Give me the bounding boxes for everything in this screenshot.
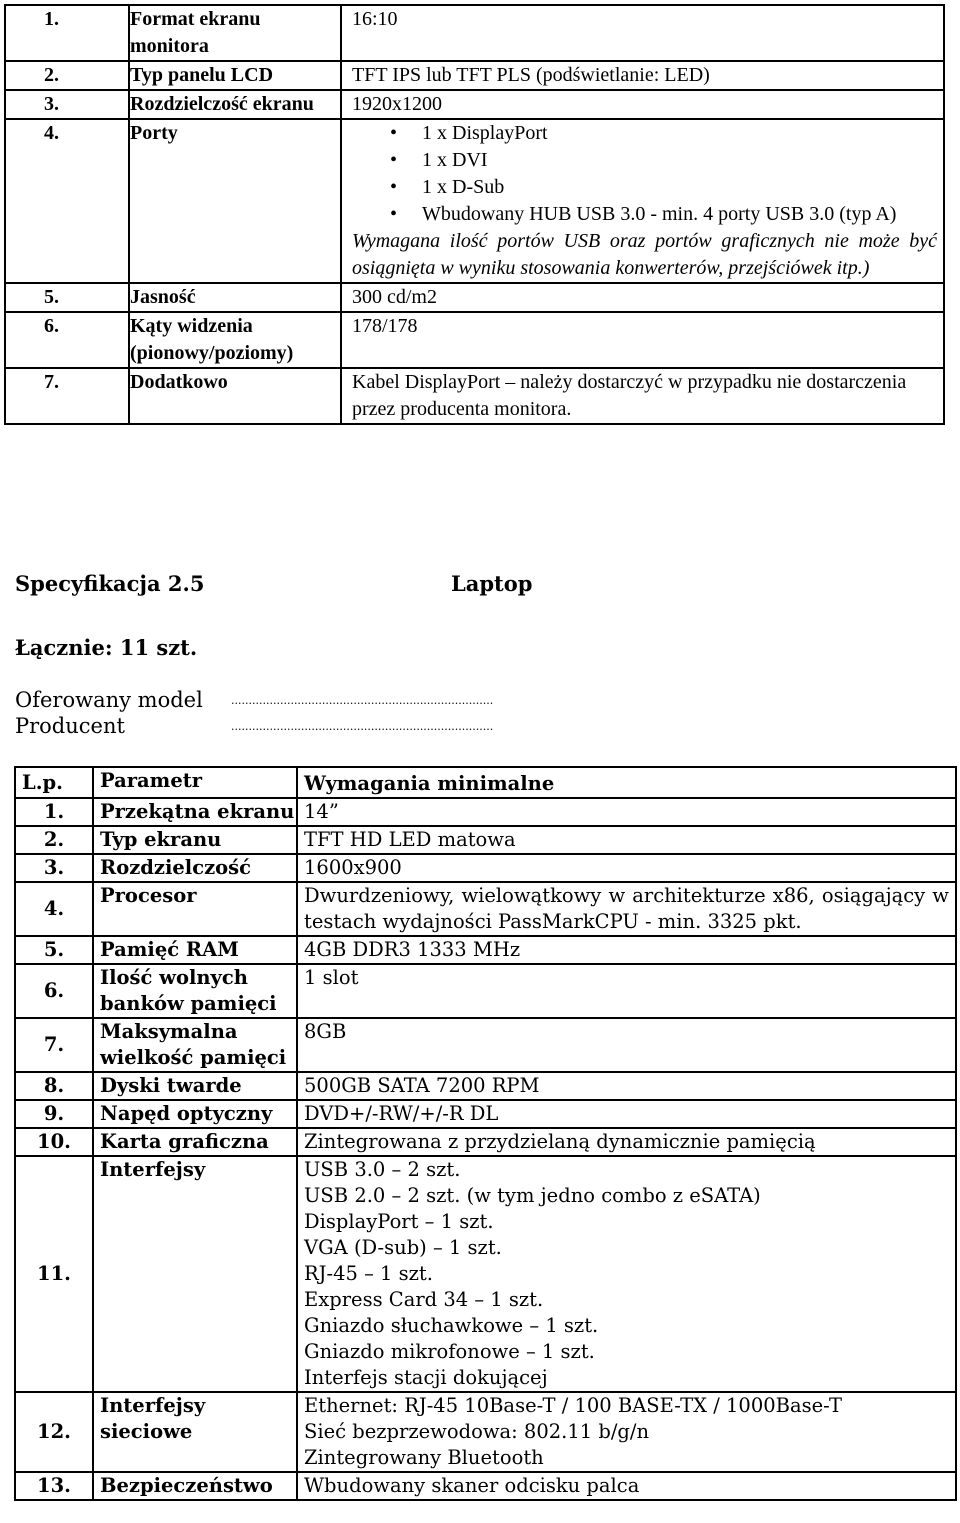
row-value xyxy=(297,826,956,854)
value-line: 1600x900 xyxy=(304,856,402,879)
value-line: 4GB DDR3 1333 MHz xyxy=(304,938,521,961)
spec-label: Specyfikacja 2.5 xyxy=(15,571,205,596)
row-value: 300 cd/m2 xyxy=(341,283,944,312)
row-parameter: Pamięć RAM xyxy=(93,936,297,964)
row-parameter: Karta graficzna xyxy=(93,1128,297,1156)
table-row xyxy=(5,368,944,424)
laptop-spec-table xyxy=(14,766,957,1501)
producer-value: ........................................................................... xyxy=(231,720,494,733)
row-value xyxy=(297,882,956,936)
row-number: 4. xyxy=(15,882,93,936)
table-header-row xyxy=(15,767,956,798)
value-line: 1 slot xyxy=(304,966,359,989)
row-number: 8. xyxy=(15,1072,93,1100)
row-parameter: Typ ekranu xyxy=(93,826,297,854)
value-line: Wbudowany skaner odcisku palca xyxy=(304,1474,640,1497)
list-item: • 1 x D-Sub xyxy=(422,174,937,201)
row-value xyxy=(341,119,944,283)
monitor-spec-table xyxy=(4,4,945,425)
header-num: L.p. xyxy=(15,767,93,798)
value-line: TFT HD LED matowa xyxy=(304,828,516,851)
value-line: Gniazdo słuchawkowe – 1 szt. xyxy=(304,1314,599,1337)
row-value: 1920x1200 xyxy=(341,90,944,119)
row-value xyxy=(297,1392,956,1472)
ports-note: Wymagana ilość portów USB oraz portów graficznych nie może być osiągnięta w wyniku stosowania konwerterów, przejściówek itp.) xyxy=(352,230,937,279)
row-parameter: Porty xyxy=(129,119,341,283)
table-row xyxy=(5,61,944,90)
value-line: Express Card 34 – 1 szt. xyxy=(304,1288,544,1311)
row-value: TFT IPS lub TFT PLS (podświetlanie: LED) xyxy=(341,61,944,90)
row-value xyxy=(297,854,956,882)
table-row xyxy=(15,882,956,936)
row-number: 13. xyxy=(15,1472,93,1500)
row-number: 1. xyxy=(15,798,93,826)
row-number: 5. xyxy=(15,936,93,964)
row-number: 12. xyxy=(15,1392,93,1472)
row-number: 10. xyxy=(15,1128,93,1156)
row-value: 16:10 xyxy=(341,5,944,61)
row-number: 5. xyxy=(5,283,129,312)
list-item: • 1 x DisplayPort xyxy=(422,120,937,147)
table-row xyxy=(5,5,944,61)
row-parameter: Napęd optyczny xyxy=(93,1100,297,1128)
value-line: VGA (D-sub) – 1 szt. xyxy=(304,1236,502,1259)
table-row xyxy=(15,1072,956,1100)
table-row xyxy=(5,283,944,312)
table-row xyxy=(5,90,944,119)
table-row xyxy=(5,119,944,283)
row-number: 1. xyxy=(5,5,129,61)
row-value xyxy=(297,1100,956,1128)
model-value: ........................................................................... xyxy=(231,694,494,707)
row-parameter: Kąty widzenia (pionowy/poziomy) xyxy=(129,312,341,368)
row-number: 3. xyxy=(15,854,93,882)
table-row xyxy=(15,964,956,1018)
value-line: Gniazdo mikrofonowe – 1 szt. xyxy=(304,1340,595,1363)
value-line: DisplayPort – 1 szt. xyxy=(304,1210,494,1233)
row-number: 4. xyxy=(5,119,129,283)
row-parameter: Typ panelu LCD xyxy=(129,61,341,90)
header-param: Parametr xyxy=(93,767,297,798)
row-number: 6. xyxy=(5,312,129,368)
table-row xyxy=(15,1128,956,1156)
row-value xyxy=(297,798,956,826)
value-line: RJ-45 – 1 szt. xyxy=(304,1262,433,1285)
row-parameter: Maksymalna wielkość pamięci xyxy=(93,1018,297,1072)
table-row xyxy=(15,936,956,964)
row-number: 7. xyxy=(15,1018,93,1072)
row-number: 2. xyxy=(5,61,129,90)
row-value xyxy=(297,1472,956,1500)
row-parameter: Interfejsy sieciowe xyxy=(93,1392,297,1472)
value-line: USB 3.0 – 2 szt. xyxy=(304,1158,461,1181)
value-line: Ethernet: RJ-45 10Base-T / 100 BASE-TX / 1000Base-T xyxy=(304,1394,843,1417)
row-number: 11. xyxy=(15,1156,93,1392)
ports-list xyxy=(352,120,937,228)
value-line: Zintegrowana z przydzielaną dynamicznie pamięcią xyxy=(304,1130,816,1153)
laptop-spec-body xyxy=(15,798,956,1500)
row-number: 7. xyxy=(5,368,129,424)
row-parameter: Ilość wolnych banków pamięci xyxy=(93,964,297,1018)
row-value xyxy=(297,1156,956,1392)
row-number: 9. xyxy=(15,1100,93,1128)
row-parameter: Rozdzielczość xyxy=(93,854,297,882)
value-line: 14” xyxy=(304,800,339,823)
list-item: • 1 x DVI xyxy=(422,147,937,174)
row-parameter: Bezpieczeństwo xyxy=(93,1472,297,1500)
list-item: • Wbudowany HUB USB 3.0 - min. 4 porty USB 3.0 (typ A) xyxy=(422,201,937,228)
producer-label: Producent xyxy=(15,714,125,738)
table-row xyxy=(15,1156,956,1392)
row-number: 3. xyxy=(5,90,129,119)
value-line: Zintegrowany Bluetooth xyxy=(304,1446,544,1469)
row-value: 178/178 xyxy=(341,312,944,368)
total-count: Łącznie: 11 szt. xyxy=(15,635,198,660)
row-parameter: Przekątna ekranu xyxy=(93,798,297,826)
row-value xyxy=(297,936,956,964)
value-line: 500GB SATA 7200 RPM xyxy=(304,1074,540,1097)
model-label: Oferowany model xyxy=(15,688,203,712)
table-row xyxy=(15,1472,956,1500)
spec-title: Laptop xyxy=(451,571,533,596)
row-parameter: Format ekranu monitora xyxy=(129,5,341,61)
row-parameter: Jasność xyxy=(129,283,341,312)
row-value xyxy=(297,1128,956,1156)
row-value: Kabel DisplayPort – należy dostarczyć w przypadku nie dostarczenia przez producenta monitora. xyxy=(341,368,944,424)
row-parameter: Dyski twarde xyxy=(93,1072,297,1100)
table-row xyxy=(15,854,956,882)
row-parameter: Rozdzielczość ekranu xyxy=(129,90,341,119)
row-parameter: Interfejsy xyxy=(93,1156,297,1392)
table-row xyxy=(15,1100,956,1128)
value-line: Interfejs stacji dokującej xyxy=(304,1366,548,1389)
row-number: 2. xyxy=(15,826,93,854)
row-value xyxy=(297,1018,956,1072)
value-line: 8GB xyxy=(304,1020,347,1043)
table-row xyxy=(15,1018,956,1072)
header-value: Wymagania minimalne xyxy=(297,767,956,798)
row-value xyxy=(297,1072,956,1100)
row-parameter: Procesor xyxy=(93,882,297,936)
value-line: Sieć bezprzewodowa: 802.11 b/g/n xyxy=(304,1420,650,1443)
value-line: Dwurdzeniowy, wielowątkowy w architekturze x86, osiągający w testach wydajności PassMarkCPU - min. 3325 pkt. xyxy=(304,884,949,933)
table-row xyxy=(15,1392,956,1472)
row-number: 6. xyxy=(15,964,93,1018)
table-row xyxy=(5,312,944,368)
value-line: USB 2.0 – 2 szt. (w tym jedno combo z eSATA) xyxy=(304,1184,761,1207)
row-value xyxy=(297,964,956,1018)
value-line: DVD+/-RW/+/-R DL xyxy=(304,1102,499,1125)
row-parameter: Dodatkowo xyxy=(129,368,341,424)
monitor-spec-body xyxy=(5,5,944,424)
table-row xyxy=(15,826,956,854)
table-row xyxy=(15,798,956,826)
